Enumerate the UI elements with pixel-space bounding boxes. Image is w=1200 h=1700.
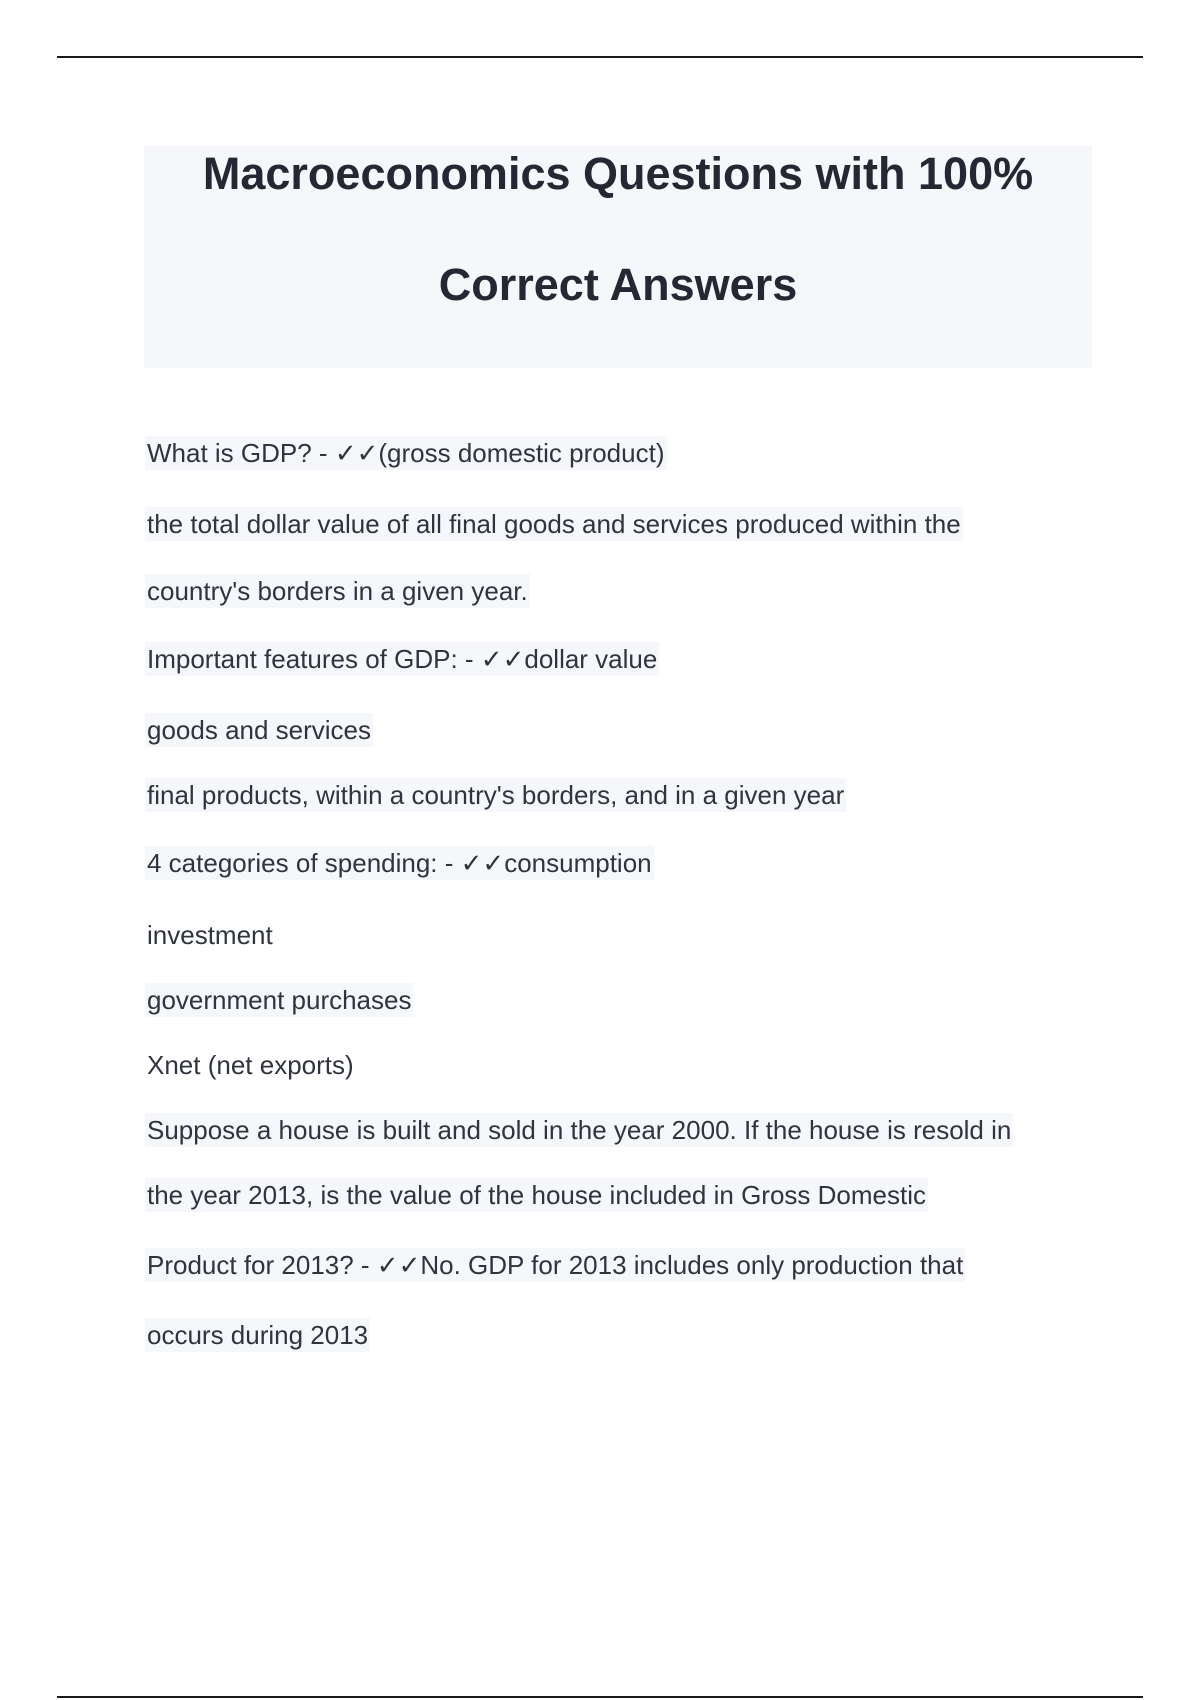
- top-rule: [57, 56, 1143, 58]
- answer-line: final products, within a country's borders, and in a given year: [147, 780, 845, 810]
- question-line: Important features of GDP: - ✓✓dollar value: [147, 644, 658, 674]
- question-line: What is GDP? - ✓✓(gross domestic product): [147, 438, 665, 468]
- answer-line: goods and services: [147, 715, 372, 745]
- answer-line: occurs during 2013: [147, 1320, 369, 1350]
- answer-line: Xnet (net exports): [147, 1050, 354, 1080]
- document-title-line-1: Macroeconomics Questions with 100%: [202, 148, 1034, 199]
- question-line: 4 categories of spending: - ✓✓consumption: [147, 848, 652, 878]
- answer-line: the total dollar value of all final goods and services produced within the: [147, 509, 961, 539]
- question-answer-line: Product for 2013? - ✓✓No. GDP for 2013 includes only production that: [147, 1250, 964, 1280]
- answer-line: investment: [147, 920, 273, 950]
- answer-line: government purchases: [147, 985, 412, 1015]
- question-line: Suppose a house is built and sold in the year 2000. If the house is resold in: [147, 1115, 1012, 1145]
- answer-line: country's borders in a given year.: [147, 576, 528, 606]
- document-title-line-2: Correct Answers: [438, 259, 798, 310]
- bottom-rule: [57, 1696, 1143, 1698]
- question-line: the year 2013, is the value of the house included in Gross Domestic: [147, 1180, 926, 1210]
